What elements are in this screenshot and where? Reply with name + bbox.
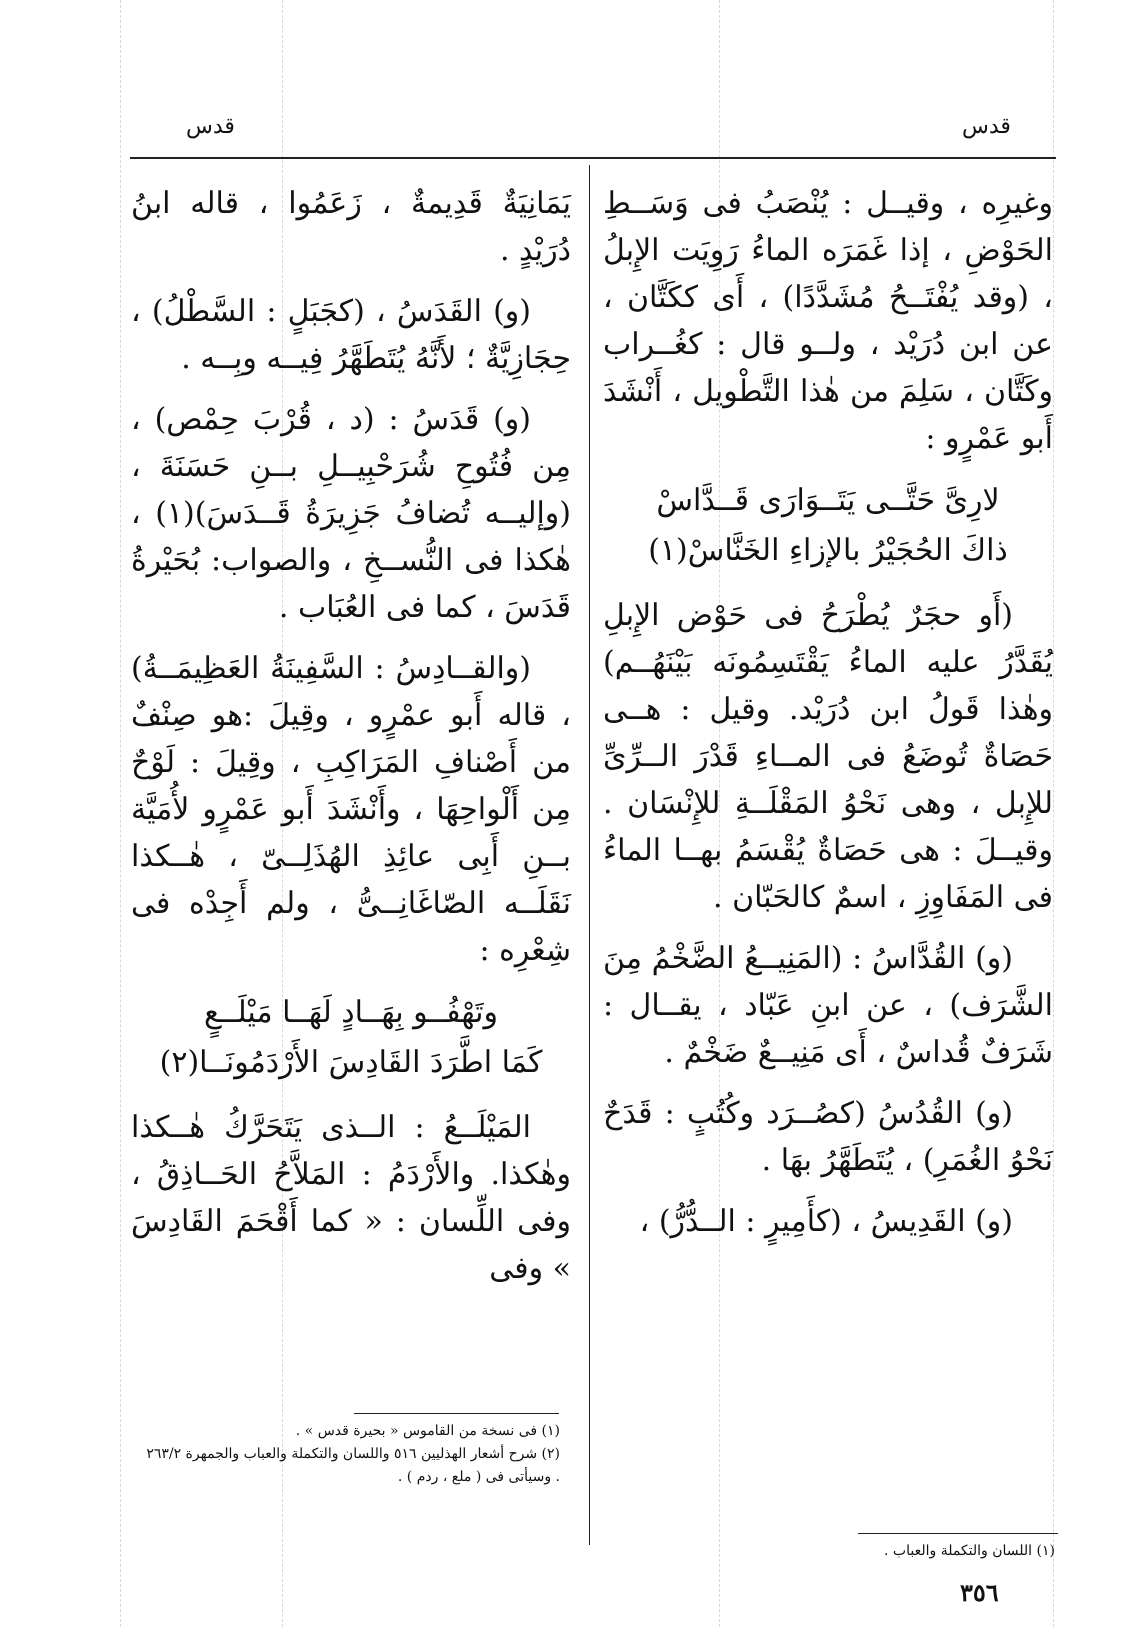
- page-number: ٣٥٦: [960, 1578, 999, 1607]
- footnotes-left: [140, 1420, 560, 1489]
- right-column: [603, 180, 1053, 1259]
- column-divider: [589, 165, 590, 1545]
- footnote: (٢) شرح أشعار الهذليين ٥١٦ واللسان والتكملة والعباب والجمهرة ٢٦٣/٢ . وسيأتى فى ( ملع ، ردم ) .: [146, 1446, 560, 1485]
- verse-line: لارِىَّ حَتَّــى يَتَــوَارَى قَــدَّاسْ: [656, 483, 1000, 518]
- running-head-left: قدس: [186, 114, 235, 139]
- scan-fold-line: [1053, 0, 1054, 1627]
- paragraph: (و) القَدَسُ ، (كجَبَلٍ : السَّطْلُ) ، حِجَازِيَّةٌ ؛ لأَنَّهُ يُتَطَهَّرُ فِيــه وبِــه .: [131, 294, 571, 376]
- verse: [131, 988, 571, 1088]
- paragraph: (و) قَدَسُ : (د ، قُرْبَ حِمْص) ، مِن فُتُوحِ شُرَحْبِيــلِ بــنِ حَسَنَةَ ، (وإليــه تُضافُ جَزِيرَةُ قَــدَسَ)(١) ، هٰكذا فى النُّســخِ ، والصواب: بُحَيْرةُ قَدَسَ ، كما فى العُبَاب .: [131, 402, 571, 625]
- left-column: [131, 180, 571, 1306]
- footnotes-right: [610, 1540, 1055, 1563]
- paragraph: (والقــادِسُ : السَّفِينَةُ العَظِيمَــةُ) ، قاله أَبو عمْرٍو ، وقِيلَ :هو صِنْفٌ من أَصْنافِ المَرَاكِبِ ، وقِيلَ : لَوْحٌ مِن أَلْواحِهَا ، وأَنْشَدَ أَبو عَمْرٍو لأُمَيَّة بــنِ أَبِى عائِذِ الهُذَلِــىّ ، هٰــكذا نَقَلَــه الصّاغَانِــىُّ ، ولم أَجِدْه فى شِعْرِه :: [131, 651, 571, 968]
- verse-line: وتَهْفُــو بِهَــادٍ لَهَــا مَيْلَــعٍ: [203, 995, 499, 1030]
- paragraph: (و) القَدِيسُ ، (كأَمِيرٍ : الــدُّرُّ) ،: [639, 1204, 1013, 1239]
- footnote: (١) اللسان والتكملة والعباب .: [884, 1543, 1055, 1559]
- footnote-rule-left: [354, 1413, 559, 1414]
- verse: [603, 476, 1053, 576]
- paragraph: (و) القُدَّاسُ : (المَنِيــعُ الضَّخْمُ مِنَ الشَّرَف) ، عن ابنِ عَبّاد ، يقــال : شَرَفٌ قُداسٌ ، أَى مَنِيــعٌ ضَخْمٌ .: [603, 941, 1053, 1070]
- verse-line: ذاكَ الحُجَيْرُ بالإزاءِ الخَنَّاسْ(١): [648, 533, 1008, 568]
- paragraph: (و) القُدُسُ (كصُــرَد وكُتُبٍ : قَدَحٌ نَحْوُ الغُمَرِ) ، يُتَطَهَّرُ بهَا .: [603, 1096, 1053, 1178]
- paragraph: المَيْلَــعُ : الــذى يَتَحَرَّكُ هٰــكذا وهٰكذا. والأَرْدَمُ : المَلاَّحُ الحَــاذِقُ ، وفى اللِّسان : « كما أَقْحَمَ القَادِسَ » وفى: [131, 1110, 571, 1286]
- running-head-right: قدس: [962, 114, 1011, 139]
- scan-fold-line: [120, 0, 121, 1627]
- footnote: (١) فى نسخة من القاموس « بحيرة قدس » .: [295, 1423, 560, 1439]
- paragraph: (أَو حجَرٌ يُطْرَحُ فى حَوْض الإِبلِ يُقَدَّرُ عليه الماءُ يَقْتَسِمُونَه بَيْنَهُــم) وهٰذا قَولُ ابن دُرَيْد. وقيل : هــى حَصَاةٌ تُوضَعُ فى المــاءِ قَدْرَ الــرِّىِّ للإِبل ، وهى نَحْوُ المَقْلَــةِ للإِنْسَان . وقيــلَ : هى حَصَاةٌ يُقْسَمُ بهــا الماءُ فى المَفَاوِزِ ، اسمٌ كالحَبّان .: [603, 598, 1053, 915]
- header-rule: [130, 157, 1056, 159]
- verse-line: كَمَا اطَّرَدَ القَادِسَ الأَرْدَمُونَــا(٢): [159, 1045, 543, 1080]
- paragraph: يَمَانِيَةٌ قَدِيمةٌ ، زَعَمُوا ، قاله ابنُ دُرَيْدٍ .: [131, 186, 571, 268]
- paragraph: وغيرِه ، وقيــل : يُنْصَبُ فى وَسَــطِ الحَوْضِ ، إذا غَمَرَه الماءُ رَوِيَت الإِبلُ ، (وقد يُفْتَــحُ مُشَدَّدًا) ، أَى ككَتَّان ، عن ابن دُرَيْد ، ولــو قال : كغُــراب وكَتَّان ، سَلِمَ من هٰذا التَّطْويل ، أَنْشَدَ أَبو عَمْرٍو :: [603, 186, 1053, 456]
- footnote-rule-right: [858, 1533, 1058, 1534]
